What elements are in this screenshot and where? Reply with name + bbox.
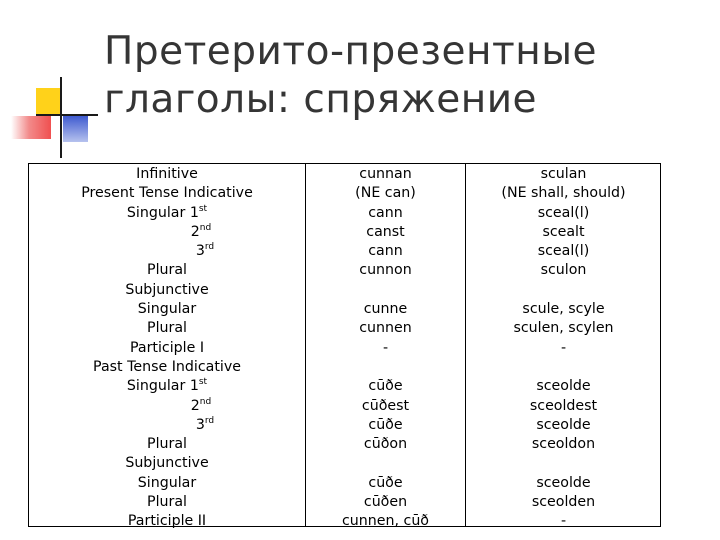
cunnan-cell: - — [382, 339, 389, 356]
cunnan-cell: cunnon — [359, 262, 412, 279]
sculan-cell: sculon — [540, 262, 587, 279]
logo-vertical-line — [60, 77, 62, 158]
slide-title-line-1: Претерито-презентные — [104, 29, 598, 74]
cunnan-cell: cūðe — [368, 474, 403, 491]
sculan-cell: sceolde — [536, 416, 591, 433]
label-present-singular-1-text: Singular 1st — [126, 203, 208, 221]
sculan-cell: - — [560, 513, 567, 530]
label-past-3rd-text: 3rd — [195, 415, 215, 433]
logo-yellow-square — [36, 88, 62, 114]
label-present-indicative: Present Tense Indicative — [81, 185, 253, 202]
ordinal-suffix: rd — [204, 242, 215, 253]
label-past-singular-1 — [29, 377, 305, 396]
label-past-2nd — [29, 397, 305, 416]
label-past-3rd — [29, 416, 305, 435]
label-infinitive: Infinitive — [136, 166, 198, 182]
ordinal-suffix: nd — [199, 396, 212, 407]
sculan-cell: - — [560, 339, 567, 356]
cunnan-cell: cūðen — [363, 494, 408, 511]
label-present-3rd — [29, 242, 305, 261]
sculan-cell: scule, scyle — [522, 301, 605, 318]
label-present-singular-1 — [29, 204, 305, 223]
cunnan-cell — [306, 358, 465, 377]
label-present-plural: Plural — [147, 262, 187, 279]
cunnan-cell: cūðe — [368, 416, 403, 433]
label-present-2nd — [29, 223, 305, 242]
sculan-cell: sceal(l) — [537, 243, 590, 260]
sculan-cell — [466, 358, 661, 377]
sculan-cell: sceolden — [531, 494, 596, 511]
label-past-indicative: Past Tense Indicative — [93, 358, 241, 375]
sculan-cell: sceoldon — [531, 436, 596, 453]
cunnan-cell: cann — [368, 204, 403, 221]
sculan-cell: scealt — [542, 223, 585, 240]
slide-logo — [0, 0, 100, 170]
cunnan-cell: cann — [368, 243, 403, 260]
label-past-subj-plural: Plural — [147, 494, 187, 511]
ordinal-suffix: st — [198, 377, 208, 388]
cunnan-cell: cūðe — [368, 378, 403, 395]
slide-title-line-2: глаголы: спряжение — [104, 77, 538, 122]
label-past-plural: Plural — [147, 436, 187, 453]
sculan-cell: sceoldest — [529, 397, 598, 414]
cunnan-column — [305, 164, 465, 530]
labels-column — [29, 164, 305, 530]
label-past-2nd-text: 2nd — [190, 396, 212, 414]
label-present-subjunctive: Subjunctive — [125, 281, 209, 298]
cunnan-cell: cunnen — [359, 320, 412, 337]
sculan-cell: sculan — [540, 166, 587, 182]
label-past-singular-1-text: Singular 1st — [126, 377, 208, 395]
cunnan-cell: cūðon — [363, 436, 408, 453]
logo-horizontal-line — [36, 114, 98, 116]
sculan-column — [465, 164, 661, 530]
logo-blue-square — [63, 116, 88, 142]
label-present-2nd-text: 2nd — [190, 222, 212, 240]
cunnan-cell: cunnen, cūð — [342, 513, 429, 530]
cunnan-cell — [306, 281, 465, 300]
label-participle-1: Participle I — [129, 339, 205, 356]
cunnan-cell: cunnan — [359, 166, 412, 182]
conjugation-table — [28, 163, 661, 530]
cunnan-cell: cunne — [363, 301, 408, 318]
ordinal-suffix: st — [198, 203, 208, 214]
cunnan-cell: cūðest — [361, 397, 410, 414]
ordinal-suffix: rd — [204, 415, 215, 426]
label-past-subjunctive: Subjunctive — [125, 455, 209, 472]
sculan-cell — [466, 454, 661, 473]
sculan-cell: sceolde — [536, 474, 591, 491]
label-past-subj-singular: Singular — [137, 474, 197, 491]
sculan-cell: (NE shall, should) — [501, 185, 626, 202]
sculan-cell: sceolde — [536, 378, 591, 395]
sculan-cell — [466, 281, 661, 300]
sculan-cell: sceal(l) — [537, 204, 590, 221]
slide-title — [104, 28, 597, 124]
cunnan-cell: (NE can) — [355, 185, 416, 202]
label-participle-2: Participle II — [127, 513, 207, 530]
cunnan-cell: canst — [366, 223, 405, 240]
label-present-subj-plural: Plural — [147, 320, 187, 337]
label-present-3rd-text: 3rd — [195, 242, 215, 260]
label-present-subj-singular: Singular — [137, 301, 197, 318]
sculan-cell: sculen, scylen — [513, 320, 614, 337]
ordinal-suffix: nd — [199, 222, 212, 233]
logo-red-square — [11, 116, 51, 139]
cunnan-cell — [306, 454, 465, 473]
